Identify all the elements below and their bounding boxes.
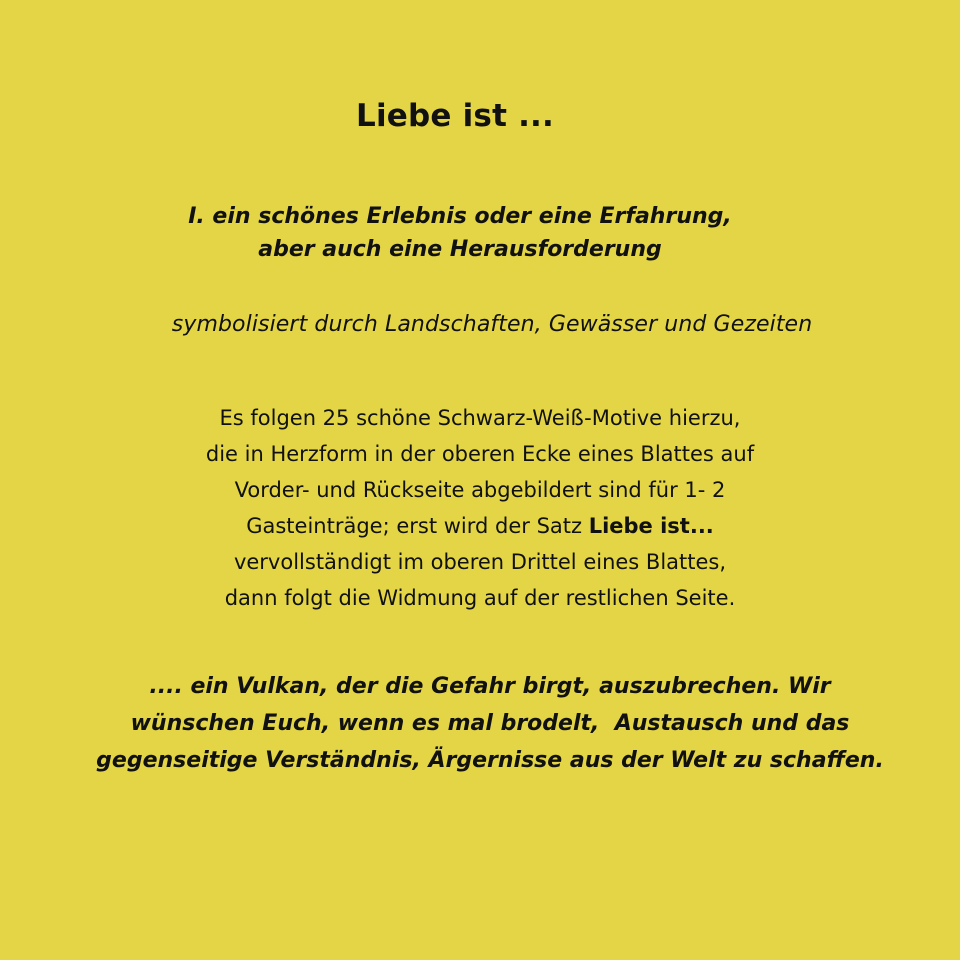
page-title: Liebe ist ... (355, 98, 555, 134)
body-line-2: die in Herzform in der oberen Ecke eines Blattes auf (205, 442, 755, 466)
closing-paragraph (40, 668, 940, 779)
body-line-4-emphasis: Liebe ist... (588, 514, 714, 538)
body-line-3: Vorder- und Rückseite abgebildert sind für 1- 2 (234, 478, 726, 502)
body-line-4-text: Gasteinträge; erst wird der Satz (246, 514, 589, 538)
closing-line-1: .... ein Vulkan, der die Gefahr birgt, auszubrechen. Wir (149, 674, 831, 699)
body-line-4 (120, 508, 840, 544)
closing-line-2: wünschen Euch, wenn es mal brodelt, Austausch und das (130, 711, 850, 736)
body-line-5: vervollständigt im oberen Drittel eines Blattes, (233, 550, 727, 574)
subtitle (170, 200, 750, 266)
subtitle-line-1: I. ein schönes Erlebnis oder eine Erfahrung, (188, 204, 732, 229)
body-line-1: Es folgen 25 schöne Schwarz-Weiß-Motive hierzu, (219, 406, 741, 430)
tagline: symbolisiert durch Landschaften, Gewässer und Gezeiten (171, 312, 813, 337)
closing-line-3: gegenseitige Verständnis, Ärgernisse aus der Welt zu schaffen. (96, 748, 884, 773)
body-line-6: dann folgt die Widmung auf der restlichen Seite. (224, 586, 736, 610)
subtitle-line-2: aber auch eine Herausforderung (258, 237, 662, 262)
body-paragraph (120, 400, 840, 616)
